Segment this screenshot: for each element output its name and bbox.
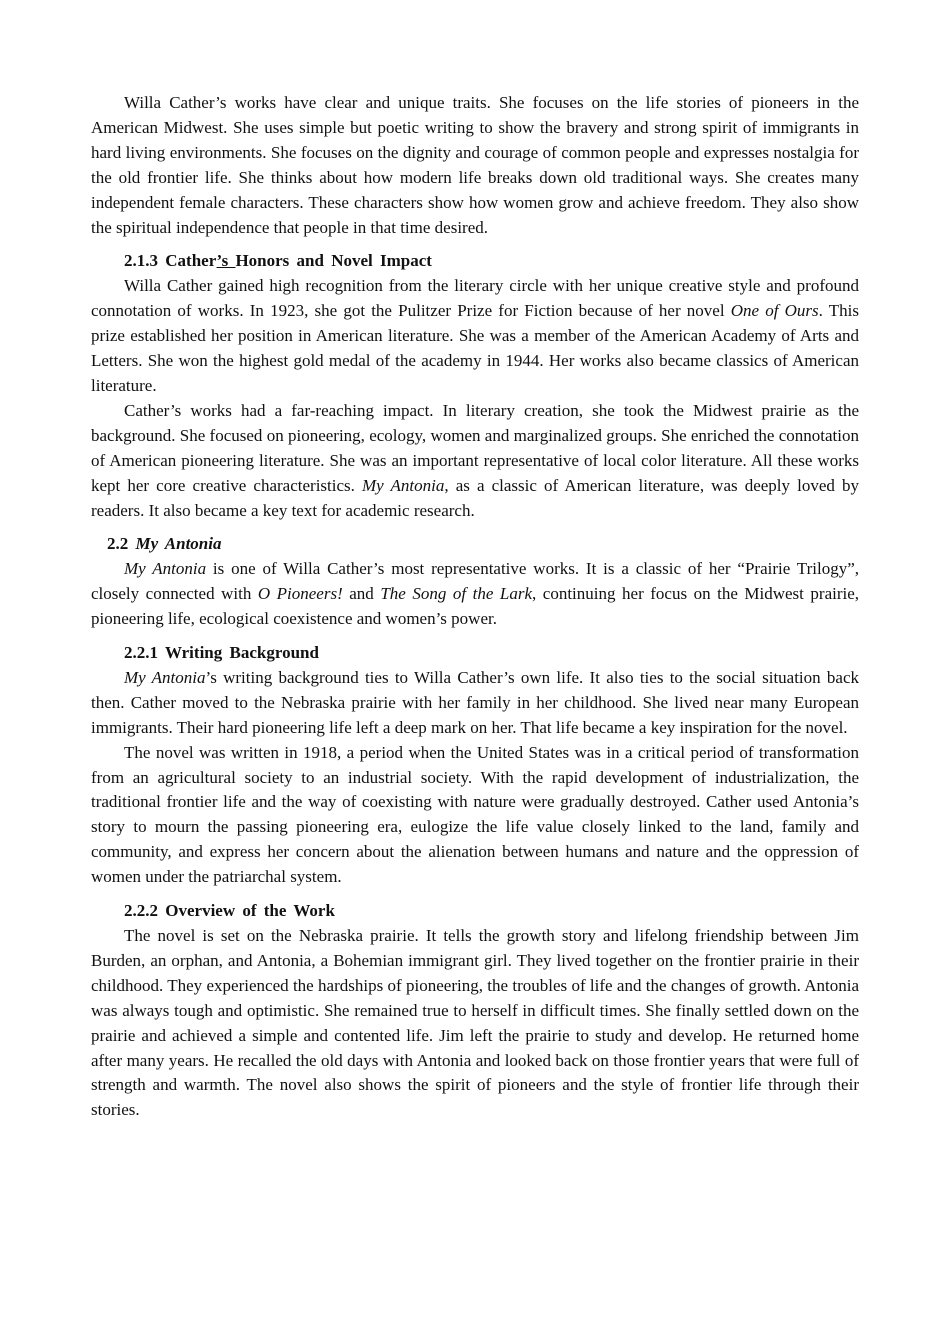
paragraph-impact-text-a: Cather’s works had a far-reaching impact. In literary creation, she took the Midwest prairie as the background. She focused on pioneering, ecology, women and marginalized groups. She enriched the connotation of American pioneering literature. She was an important representative of local color literature. All these works kept her core creative characteristics. (91, 400, 859, 495)
paragraph-honors-text-a: Willa Cather gained high recognition from the literary circle with her unique creative style and profound connotation of works. In 1923, she got the Pulitzer Prize for Fiction because of her novel (91, 276, 859, 321)
paragraph-my-antonia-intro (91, 557, 859, 632)
paragraph-cather-traits: Willa Cather’s works have clear and unique traits. She focuses on the life stories of pioneers in the American Midwest. She uses simple but poetic writing to show the bravery and strong spirit of immigrants in hard living environments. She focuses on the dignity and courage of common people and expresses nostalgia for the old frontier life. She thinks about how modern life breaks down old traditional ways. She creates many independent female characters. These characters show how women grow and achieve freedom. They also show the spiritual independence that people in that time desired. (91, 93, 859, 237)
document-page (91, 91, 859, 1123)
paragraph-writing-background (91, 666, 859, 741)
heading-2-1-3 (91, 249, 859, 274)
paragraph-intro-text-b: and (342, 584, 381, 604)
heading-2-2-2: 2.2.2 Overview of the Work (124, 901, 335, 921)
novel-title-song-of-the-lark: The Song of the Lark (380, 584, 533, 604)
paragraph-background-text: ’s writing background ties to Willa Cather’s own life. It also ties to the social situation back then. Cather moved to the Nebraska prairie with her family in her childhood. She lived near many European immigrants. Their hard pioneering life left a deep mark on her. That life became a key inspiration for the novel. (91, 667, 860, 737)
heading-2-2-title: My Antonia (135, 534, 222, 554)
paragraph-overview: The novel is set on the Nebraska prairie. It tells the growth story and lifelong friendship between Jim Burden, an orphan, and Antonia, a Bohemian immigrant girl. They lived together on the frontier prairie in their childhood. They experienced the hardships of pioneering, the troubles of life and the changes of growth. Antonia was always tough and optimistic. She remained true to herself in difficult times. She finally settled down on the prairie and achieved a simple and contented life. Jim left the prairie to study and develop. He returned home after many years. He recalled the old days with Antonia and looked back on those frontier years that were full of strength and warmth. The novel also shows the spirit of pioneers and the style of frontier life through their stories. (91, 926, 859, 1120)
paragraph-intro-text-a: is one of Willa Cather’s most representative works. It is a classic of her “Prairie Trilogy”, closely connected with (91, 559, 859, 604)
novel-title-my-antonia: My Antonia (124, 559, 207, 579)
novel-title-my-antonia: My Antonia (362, 475, 445, 495)
heading-2-2-1: 2.2.1 Writing Background (124, 643, 319, 663)
paragraph-honors (91, 274, 859, 399)
paragraph-intro-text-c: , continuing her focus on the Midwest prairie, pioneering life, ecological coexistence and women’s power. (91, 584, 860, 629)
paragraph-honors-text-b: . This prize established her position in American literature. She was a member of the American Academy of Arts and Letters. She won the highest gold medal of the academy in 1944. Her works also became classics of American literature. (91, 301, 859, 395)
paragraph-impact (91, 399, 859, 524)
heading-2-2 (91, 532, 859, 557)
paragraph-impact-text-b: , as a classic of American literature, was deeply loved by readers. It also became a key text for academic research. (91, 475, 859, 520)
heading-2-1-3-part-c: Honors and Novel Impact (235, 251, 432, 271)
novel-title-one-of-ours: One of Ours (730, 301, 819, 321)
heading-2-2-number: 2.2 (107, 534, 136, 554)
paragraph-historical-context: The novel was written in 1918, a period when the United States was in a critical period of transformation from an agricultural society to an industrial society. With the rapid development of industrialization, the traditional frontier life and the way of coexisting with nature were gradually destroyed. Cather used Antonia’s story to mourn the passing pioneering era, eulogize the life value closely linked to the land, family and community, and express her concern about the alienation between humans and nature and the oppression of women under the patriarchal system. (91, 742, 859, 887)
heading-2-1-3-part-a: 2.1.3 Cather (124, 251, 217, 271)
novel-title-my-antonia: My Antonia (124, 667, 206, 687)
heading-2-1-3-underlined: ’s (216, 251, 236, 271)
novel-title-o-pioneers: O Pioneers! (257, 584, 343, 604)
